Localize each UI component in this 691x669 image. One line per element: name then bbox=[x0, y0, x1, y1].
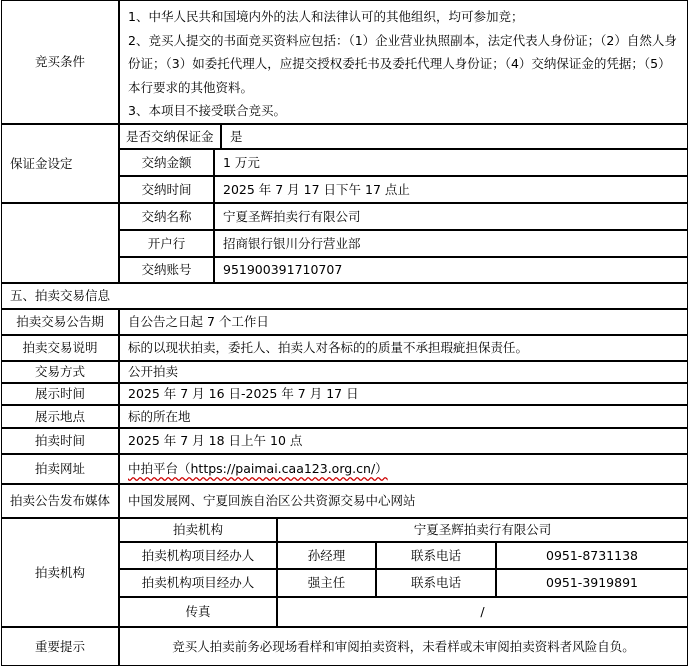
notice-period-label: 拍卖交易公告期 bbox=[1, 309, 119, 335]
institution-label: 拍卖机构 bbox=[1, 518, 119, 627]
auction-time-value: 2025 年 7 月 18 日上午 10 点 bbox=[119, 428, 688, 454]
notice-label: 重要提示 bbox=[1, 627, 119, 666]
trade-mode-label: 交易方式 bbox=[1, 361, 119, 383]
conditions-content bbox=[119, 0, 688, 124]
bank-name-value: 宁夏圣辉拍卖行有限公司 bbox=[214, 203, 688, 230]
description-value: 标的以现状拍卖，委托人、拍卖人对各标的的质量不承担瑕疵担保责任。 bbox=[119, 335, 688, 361]
institution-header-value: 宁夏圣辉拍卖行有限公司 bbox=[277, 518, 688, 542]
deposit-required-label: 是否交纳保证金 bbox=[119, 124, 221, 149]
display-location-label: 展示地点 bbox=[1, 405, 119, 428]
bank-branch-value: 招商银行银川分行营业部 bbox=[214, 230, 688, 257]
deposit-time-label: 交纳时间 bbox=[119, 176, 214, 203]
notice-value: 竞买人拍卖前务必现场看样和审阅拍卖资料，未看样或未审阅拍卖资料者风险自负。 bbox=[119, 627, 688, 666]
contact-2-phone-label: 联系电话 bbox=[376, 569, 496, 597]
contact-1-phone: 0951-8731138 bbox=[496, 542, 688, 569]
bank-name-label: 交纳名称 bbox=[119, 203, 214, 230]
conditions-label: 竞买条件 bbox=[1, 0, 119, 124]
auction-url-link[interactable]: 中拍平台（https://paimai.caa123.org.cn/） bbox=[128, 461, 388, 476]
display-location-value: 标的所在地 bbox=[119, 405, 688, 428]
condition-line-3: 3、本项目不接受联合竞买。 bbox=[128, 103, 286, 118]
auction-time-label: 拍卖时间 bbox=[1, 428, 119, 454]
contact-2-name: 强主任 bbox=[277, 569, 376, 597]
fax-label: 传真 bbox=[119, 597, 277, 627]
contact-1-name: 孙经理 bbox=[277, 542, 376, 569]
description-label: 拍卖交易说明 bbox=[1, 335, 119, 361]
bank-account-value: 951900391710707 bbox=[214, 257, 688, 283]
trade-mode-value: 公开拍卖 bbox=[119, 361, 688, 383]
contact-1-role: 拍卖机构项目经办人 bbox=[119, 542, 277, 569]
contact-1-phone-label: 联系电话 bbox=[376, 542, 496, 569]
deposit-amount-label: 交纳金额 bbox=[119, 149, 214, 176]
deposit-required-value: 是 bbox=[221, 124, 688, 149]
notice-period-value: 自公告之日起 7 个工作日 bbox=[119, 309, 688, 335]
media-value: 中国发展网、宁夏回族自治区公共资源交易中心网站 bbox=[119, 484, 688, 518]
bank-branch-label: 开户行 bbox=[119, 230, 214, 257]
condition-line-1: 1、中华人民共和国境内外的法人和法律认可的其他组织，均可参加竞； bbox=[128, 9, 524, 24]
contact-2-role: 拍卖机构项目经办人 bbox=[119, 569, 277, 597]
fax-value: / bbox=[277, 597, 688, 627]
deposit-label: 保证金设定 bbox=[1, 124, 119, 203]
display-time-label: 展示时间 bbox=[1, 383, 119, 405]
institution-header-label: 拍卖机构 bbox=[119, 518, 277, 542]
display-time-value: 2025 年 7 月 16 日-2025 年 7 月 17 日 bbox=[119, 383, 688, 405]
condition-line-2: 2、竞买人提交的书面竞买资料应包括：（1）企业营业执照副本，法定代表人身份证；（2）自然人身份证；（3）如委托代理人，应提交授权委托书及委托代理人身份证；（4）交纳保证金的凭据；（5）本行要求的其他资料。 bbox=[128, 32, 677, 95]
contact-2-phone: 0951-3919891 bbox=[496, 569, 688, 597]
section-title: 五、拍卖交易信息 bbox=[1, 283, 688, 309]
deposit-time-value: 2025 年 7 月 17 日下午 17 点止 bbox=[214, 176, 688, 203]
bank-blank-label bbox=[1, 203, 119, 283]
auction-url-label: 拍卖网址 bbox=[1, 454, 119, 484]
deposit-amount-value: 1 万元 bbox=[214, 149, 688, 176]
auction-url-value[interactable] bbox=[119, 454, 688, 484]
bank-account-label: 交纳账号 bbox=[119, 257, 214, 283]
media-label: 拍卖公告发布媒体 bbox=[1, 484, 119, 518]
